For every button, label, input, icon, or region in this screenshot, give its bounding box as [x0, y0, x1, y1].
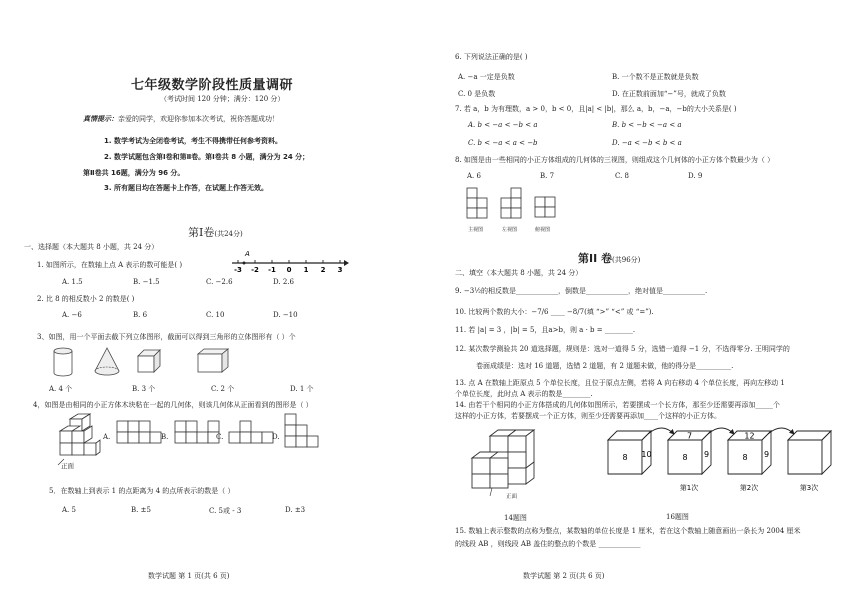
die-top-number: 7: [686, 431, 693, 441]
number-line: [228, 251, 348, 277]
q9-text: 9. −3½的相反数是____________，倒数是____________，绝对值是____________.: [455, 287, 708, 295]
q7-option-d: D. −a < −b < b < a: [612, 139, 682, 147]
part2-points: (共96分): [612, 256, 641, 264]
q6-option-c: C. 0 是负数: [458, 90, 496, 98]
q6-option-b: B. 一个数不是正数就是负数: [612, 73, 699, 81]
cube-figure: [136, 348, 162, 374]
section2-heading: 二、填空（本大题共 8 小题，共 24 分）: [455, 269, 583, 277]
part1-heading-text: 第Ⅰ卷: [188, 226, 215, 239]
q12-line2: 卷面成绩是：选对 16 道题，选错 2 道题，有 2 道题未做，他的得分是__________.: [476, 362, 734, 370]
die-front-number: 8: [622, 453, 628, 462]
number-line-tick-label: -2: [251, 266, 259, 274]
die-side-number: 9: [763, 450, 770, 459]
q3-option-d: D. 1 个: [290, 385, 314, 393]
q8-front-view: [466, 187, 490, 223]
q14-block-figure: [470, 428, 554, 500]
q8-option-a: A. 6: [467, 172, 481, 180]
q7-option-a: A. b < −a < −b < a: [468, 121, 538, 129]
q1-option-b: B. −1.5: [133, 278, 160, 286]
q1-option-d: D. 2.6: [273, 278, 294, 286]
number-line-tick-label: 2: [320, 266, 326, 274]
q5-option-c: C. 5或 - 3: [209, 507, 242, 515]
note-3: 3. 所有题目均在答题卡上作答，在试题上作答无效。: [104, 184, 268, 192]
die-caption: 第1次: [679, 484, 699, 492]
q8-top-view: [534, 196, 558, 222]
q4-option-c-figure: [228, 420, 276, 448]
q2-option-d: D. −10: [273, 311, 298, 319]
die-caption: 第2次: [739, 484, 759, 492]
q1-option-a: A. 1.5: [62, 278, 83, 286]
number-line-tick-label: 3: [337, 266, 343, 274]
q8-top-view-label: 俯视图: [535, 227, 551, 233]
q8-option-d: D. 9: [688, 172, 703, 180]
number-line-tick-label: -1: [268, 266, 276, 274]
die-top-number: 12: [744, 431, 755, 441]
footer-right: 数学试题 第 2 页(共 6 页): [523, 572, 605, 580]
die-3: [728, 431, 771, 492]
q3-option-b: B. 3 个: [132, 385, 156, 393]
q2-option-b: B. 6: [133, 311, 148, 319]
q3-text: 3、如图，用一个平面去截下列立体图形，截面可以得到三角形的立体图形有（ ）个: [37, 333, 296, 341]
q14-line2: 这样的小正方体，若要摆成一个正方体，则至少还需要再添加____个这样的小正方体。: [455, 412, 721, 420]
fig16-caption: 16题图: [666, 513, 689, 521]
q1-text: 1. 如图所示，在数轴上点 A 表示的数可能是( ): [37, 261, 183, 269]
exam-info: （考试时间 120 分钟；满分：120 分）: [160, 95, 285, 103]
q2-text: 2. 比 8 的相反数小 2 的数是( ): [37, 295, 135, 303]
die-4: [788, 431, 831, 492]
die-side-number: 9: [703, 450, 710, 459]
die-caption: 第3次: [799, 484, 819, 492]
q5-text: 5．在数轴上到表示 1 的点距离为 4 的点所表示的数是（ ）: [49, 487, 235, 495]
q8-left-view-label: 左视图: [502, 227, 518, 233]
q14-line1: 14. 由若干个相同的小正方体搭成的几何体如图所示，若要摆成一个长方体，那至少还需要再添加_____个: [455, 401, 780, 409]
q4-option-b-figure: [174, 420, 222, 448]
q4-option-c-label: C.: [216, 433, 224, 441]
q3-option-c: C. 2 个: [211, 385, 235, 393]
q8-option-b: B. 7: [540, 172, 555, 180]
cylinder-figure: [52, 347, 74, 377]
q15-line1: 15. 数轴上表示整数的点称为整点，某数轴的单位长度是 1 厘米，若在这个数轴上随意画出一条长为 2004 厘米: [455, 527, 801, 535]
q4-option-b-label: B.: [161, 433, 169, 441]
q4-option-d-figure: [284, 413, 322, 453]
fig14-caption: 14题图: [504, 514, 527, 522]
page-title: 七年级数学阶段性质量调研: [131, 78, 294, 93]
cone-figure: [93, 347, 121, 377]
tip-label: 真情提示：: [83, 114, 118, 123]
q12-line1: 12. 某次数学测验共 20 道选择题，规则是：选对一道得 5 分，选错一道得 −1 分，不选得零分. 王明同学的: [455, 345, 790, 353]
q14-front-label: 正面: [506, 494, 518, 500]
die-side-number: 10: [641, 450, 652, 459]
part1-heading: [188, 221, 243, 240]
note-2-cont: 第Ⅱ卷共 16题，满分为 96 分。: [83, 169, 185, 177]
q13-line1: 13. 点 A 在数轴上距原点 5 个单位长度，且位于原点左侧，若将 A 向右移动 4 个单位长度，再向左移动 1: [455, 379, 785, 387]
number-line-tick-label: -3: [234, 266, 242, 274]
q5-option-a: A. 5: [62, 506, 76, 514]
q2-option-c: C. 10: [206, 311, 225, 319]
q4-front-label: 正面: [61, 462, 74, 470]
number-line-point-label: A: [245, 250, 250, 258]
q3-option-a: A. 4 个: [49, 385, 73, 393]
number-line-point: [243, 262, 246, 265]
q8-front-view-label: 主视图: [468, 227, 484, 233]
q8-option-c: C. 8: [615, 172, 630, 180]
tip: [83, 114, 279, 124]
q5-option-b: B. ±5: [131, 506, 151, 514]
prism-figure: [196, 348, 230, 376]
note-1: 1. 数学考试为全闭卷考试，考生不得携带任何参考资料。: [104, 137, 282, 145]
q4-option-d-label: D.: [272, 433, 280, 441]
q6-option-d: D. 在正数前面加“−”号，就成了负数: [612, 90, 726, 98]
q11-text: 11. 若 |a| = 3 ，|b| = 5，且a>b，则 a · b = ________.: [455, 326, 636, 334]
part1-points: (共24分): [214, 230, 243, 238]
section1-heading: 一、选择题（本大题共 8 小题，共 24 分）: [24, 243, 159, 251]
q7-text: 7. 若 a，b 为有理数，a > 0，b < 0，且|a| < |b|，那么 a，b，−a，−b的大小关系是( ): [455, 105, 737, 113]
q4-text: 4，如图是由相同的小正方体木块粘在一起的几何体，则该几何体从正面看到的图形是（ ）: [33, 401, 313, 409]
number-line-tick-label: 0: [286, 266, 292, 274]
die-front-number: 8: [682, 453, 688, 462]
q10-text: 10. 比较两个数的大小：−7/6 ____ −8/7(填 “>” “<” 或 “=”).: [455, 308, 654, 316]
q4-option-a-figure: [116, 420, 164, 448]
tip-text: 亲爱的同学，欢迎你参加本次考试，祝你答题成功！: [118, 115, 279, 123]
footer-left: 数学试题 第 1 页(共 6 页): [148, 572, 230, 580]
number-line-tick-label: 1: [303, 266, 309, 274]
q15-line2: 的线段 AB ，则线段 AB 盖住的整点的个数是 ____________: [455, 540, 641, 548]
q5-option-d: D. ±3: [285, 506, 306, 514]
q16-dice-figure: [604, 426, 834, 506]
q8-left-view: [500, 187, 524, 223]
q8-text: 8. 如图是由一些相同的小正方体组成的几何体的三视图，则组成这个几何体的小正方体个数最少为（ ）: [455, 156, 775, 164]
part2-heading: [578, 247, 640, 266]
q6-option-a: A. −a 一定是负数: [458, 73, 515, 81]
die-2: [668, 431, 711, 492]
die-front-number: 8: [742, 453, 748, 462]
q1-option-c: C. −2.6: [206, 278, 233, 286]
q7-option-c: C. b < −a < a < −b: [468, 139, 538, 147]
q4-option-a-label: A.: [103, 433, 111, 441]
note-2: 2. 数学试题包含第Ⅰ卷和第Ⅱ卷。第Ⅰ卷共 8 小题，满分为 24 分；: [104, 153, 310, 161]
q13-line2: 个单位长度，此时点 A 表示的数是________.: [455, 390, 593, 398]
q2-option-a: A. −6: [62, 311, 82, 319]
die-1: [608, 431, 652, 474]
q6-text: 6. 下列说法正确的是( ): [455, 53, 528, 61]
q7-option-b: B. b < −b < −a < a: [612, 121, 682, 129]
part2-heading-text: 第II 卷: [578, 252, 613, 265]
